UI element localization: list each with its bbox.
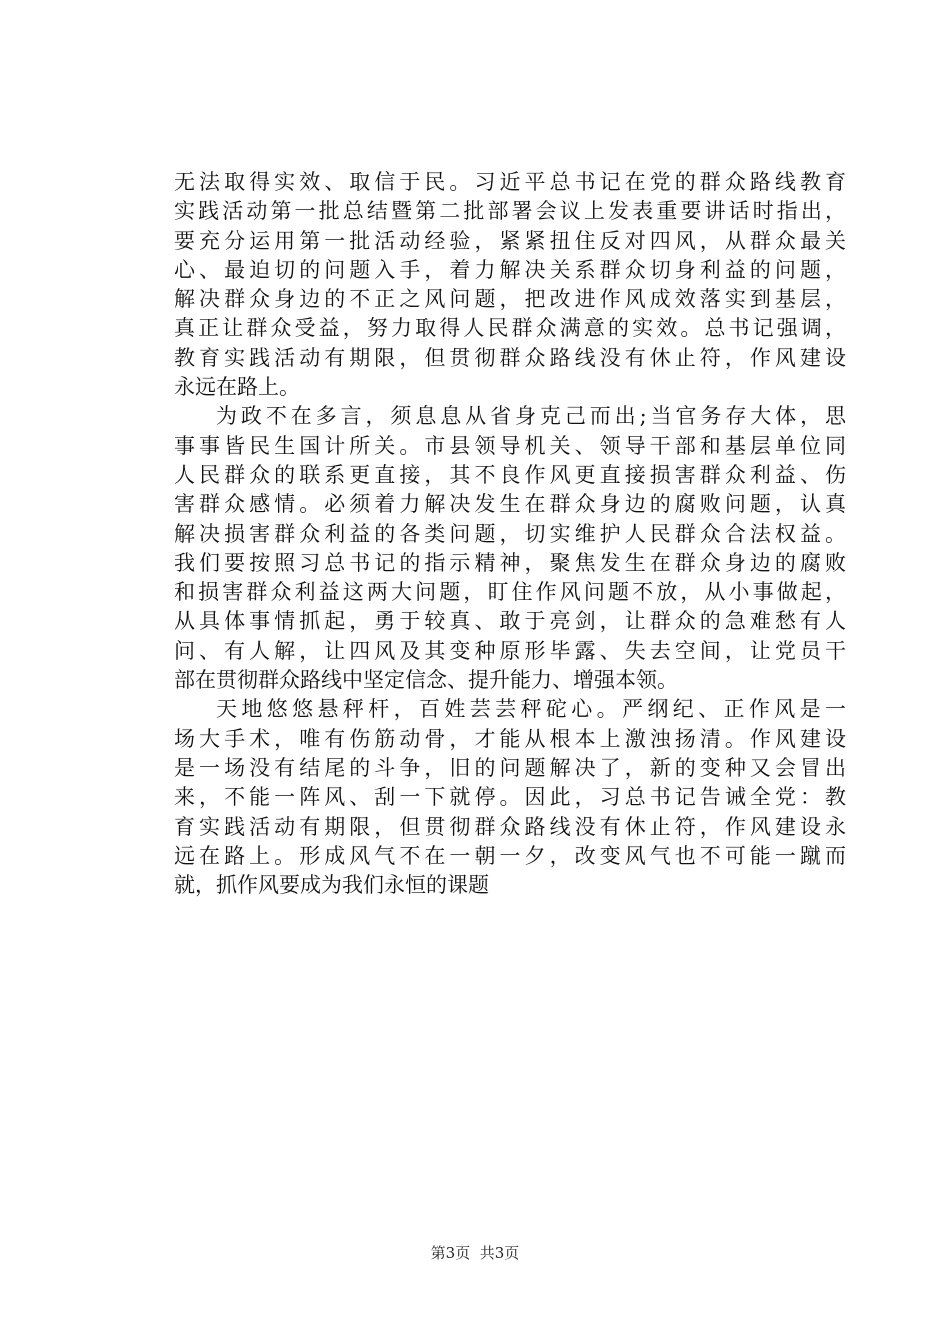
text-line: 从具体事情抓起，勇于较真、敢于亮剑，让群众的急难愁有人 (174, 609, 846, 634)
text-line: 部在贯彻群众路线中坚定信念、提升能力、增强本领。 (174, 668, 678, 693)
page-footer (0, 1242, 950, 1263)
text-line: 无法取得实效、取信于民。习近平总书记在党的群众路线教育 (174, 170, 846, 194)
text-line: 实践活动第一批总结暨第二批部署会议上发表重要讲话时指出， (174, 199, 846, 224)
text-line: 要充分运用第一批活动经验，紧紧扭住反对四风，从群众最关 (174, 228, 846, 253)
document-text (174, 168, 846, 900)
text-line: 人民群众的联系更直接，其不良作风更直接损害群众利益、伤 (174, 462, 846, 487)
text-line: 场大手术，唯有伤筋动骨，才能从根本上激浊扬清。作风建设 (174, 726, 846, 751)
text-line: 害群众感情。必须着力解决发生在群众身边的腐败问题，认真 (174, 492, 846, 517)
text-line: 是一场没有结尾的斗争，旧的问题解决了，新的变种又会冒出 (174, 755, 846, 780)
text-line: 就，抓作风要成为我们永恒的课题 (174, 873, 489, 898)
text-line: 我们要按照习总书记的指示精神，聚焦发生在群众身边的腐败 (174, 550, 846, 575)
text-line: 真正让群众受益，努力取得人民群众满意的实效。总书记强调， (174, 316, 846, 341)
paragraph (174, 695, 846, 900)
text-line: 解决群众身边的不正之风问题，把改进作风成效落实到基层， (174, 287, 846, 312)
text-line: 永远在路上。 (174, 375, 300, 400)
text-line: 远在路上。形成风气不在一朝一夕，改变风气也不可能一蹴而 (174, 843, 846, 868)
text-line: 问、有人解，让四风及其变种原形毕露、失去空间，让党员干 (174, 638, 846, 663)
text-line: 天地悠悠悬秤杆，百姓芸芸秤砣心。严纲纪、正作风是一 (216, 697, 846, 722)
text-line: 心、最迫切的问题入手，着力解决关系群众切身利益的问题， (174, 257, 846, 282)
text-line: 事事皆民生国计所关。市县领导机关、领导干部和基层单位同 (174, 433, 846, 458)
text-line: 为政不在多言，须息息从省身克己而出;当官务存大体，思 (216, 404, 846, 429)
text-line: 解决损害群众利益的各类问题，切实维护人民群众合法权益。 (174, 521, 846, 546)
text-line: 育实践活动有期限，但贯彻群众路线没有休止符，作风建设永 (174, 814, 846, 839)
text-line: 来，不能一阵风、刮一下就停。因此，习总书记告诫全党：教 (174, 785, 846, 810)
paragraph (174, 402, 846, 695)
paragraph (174, 168, 846, 402)
text-line: 和损害群众利益这两大问题，盯住作风问题不放，从小事做起， (174, 580, 846, 605)
page-number: 第3页 (430, 1244, 471, 1262)
page-total: 共3页 (479, 1244, 520, 1262)
text-line: 教育实践活动有期限，但贯彻群众路线没有休止符，作风建设 (174, 345, 846, 370)
